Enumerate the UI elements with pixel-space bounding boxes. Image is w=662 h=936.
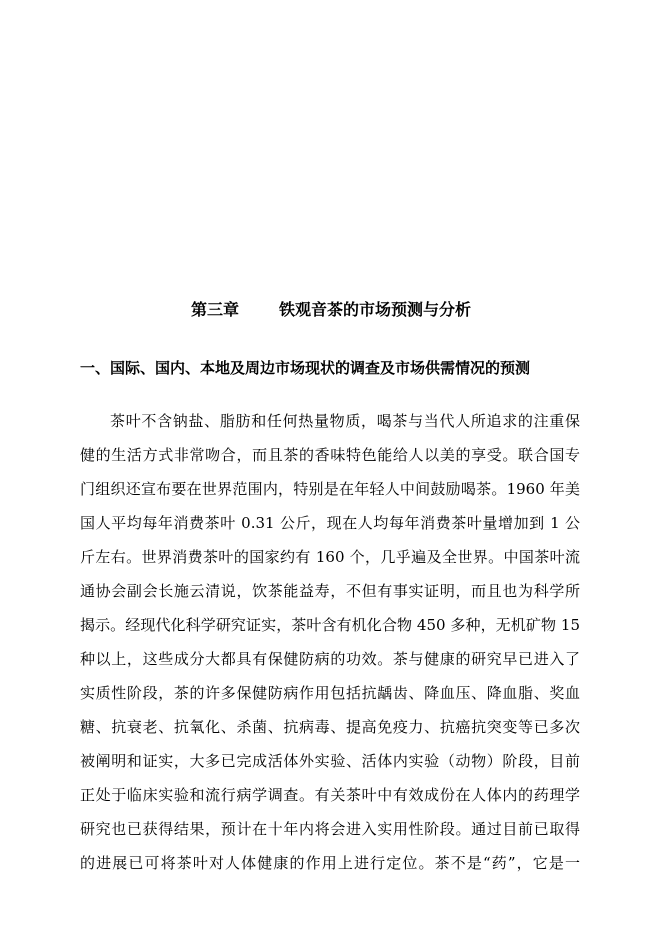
paragraph-line: 正处于临床实验和流行病学调查。有关茶叶中有效成份在人体内的药理学 xyxy=(80,786,580,804)
paragraph-line: 门组织还宣布要在世界范围内，特别是在年轻人中间鼓励喝茶。1960 年美 xyxy=(80,480,580,498)
chapter-title xyxy=(0,298,662,322)
chapter-number: 第三章 xyxy=(190,300,239,319)
paragraph-line: 通协会副会长施云清说，饮茶能益寿，不但有事实证明，而且也为科学所 xyxy=(80,582,580,600)
paragraph-line: 揭示。经现代化科学研究证实，茶叶含有机化合物 450 多种，无机矿物 15 xyxy=(80,616,580,634)
chapter-title-text: 铁观音茶的市场预测与分析 xyxy=(279,300,472,319)
body-paragraph xyxy=(80,404,580,880)
paragraph-line: 糖、抗衰老、抗氧化、杀菌、抗病毒、提高免疫力、抗癌抗突变等已多次 xyxy=(80,718,580,736)
paragraph-line: 的进展已可将茶叶对人体健康的作用上进行定位。茶不是“药”，它是一 xyxy=(80,854,580,872)
paragraph-line: 健的生活方式非常吻合，而且茶的香味特色能给人以美的享受。联合国专 xyxy=(80,446,580,464)
paragraph-line: 实质性阶段，茶的许多保健防病作用包括抗龋齿、降血压、降血脂、奖血 xyxy=(80,684,580,702)
paragraph-line: 研究也已获得结果，预计在十年内将会进入实用性阶段。通过目前已取得 xyxy=(80,820,580,838)
paragraph-line: 被阐明和证实，大多已完成活体外实验、活体内实验（动物）阶段，目前 xyxy=(80,752,580,770)
paragraph-line: 种以上，这些成分大都具有保健防病的功效。茶与健康的研究早已进入了 xyxy=(80,650,580,668)
section-heading: 一、国际、国内、本地及周边市场现状的调查及市场供需情况的预测 xyxy=(80,359,531,377)
paragraph-line: 斤左右。世界消费茶叶的国家约有 160 个，几乎遍及全世界。中国茶叶流 xyxy=(80,548,580,566)
paragraph-line: 国人平均每年消费茶叶 0.31 公斤，现在人均每年消费茶叶量增加到 1 公 xyxy=(80,514,580,532)
paragraph-line: 茶叶不含钠盐、脂肪和任何热量物质，喝茶与当代人所追求的注重保 xyxy=(110,412,580,430)
